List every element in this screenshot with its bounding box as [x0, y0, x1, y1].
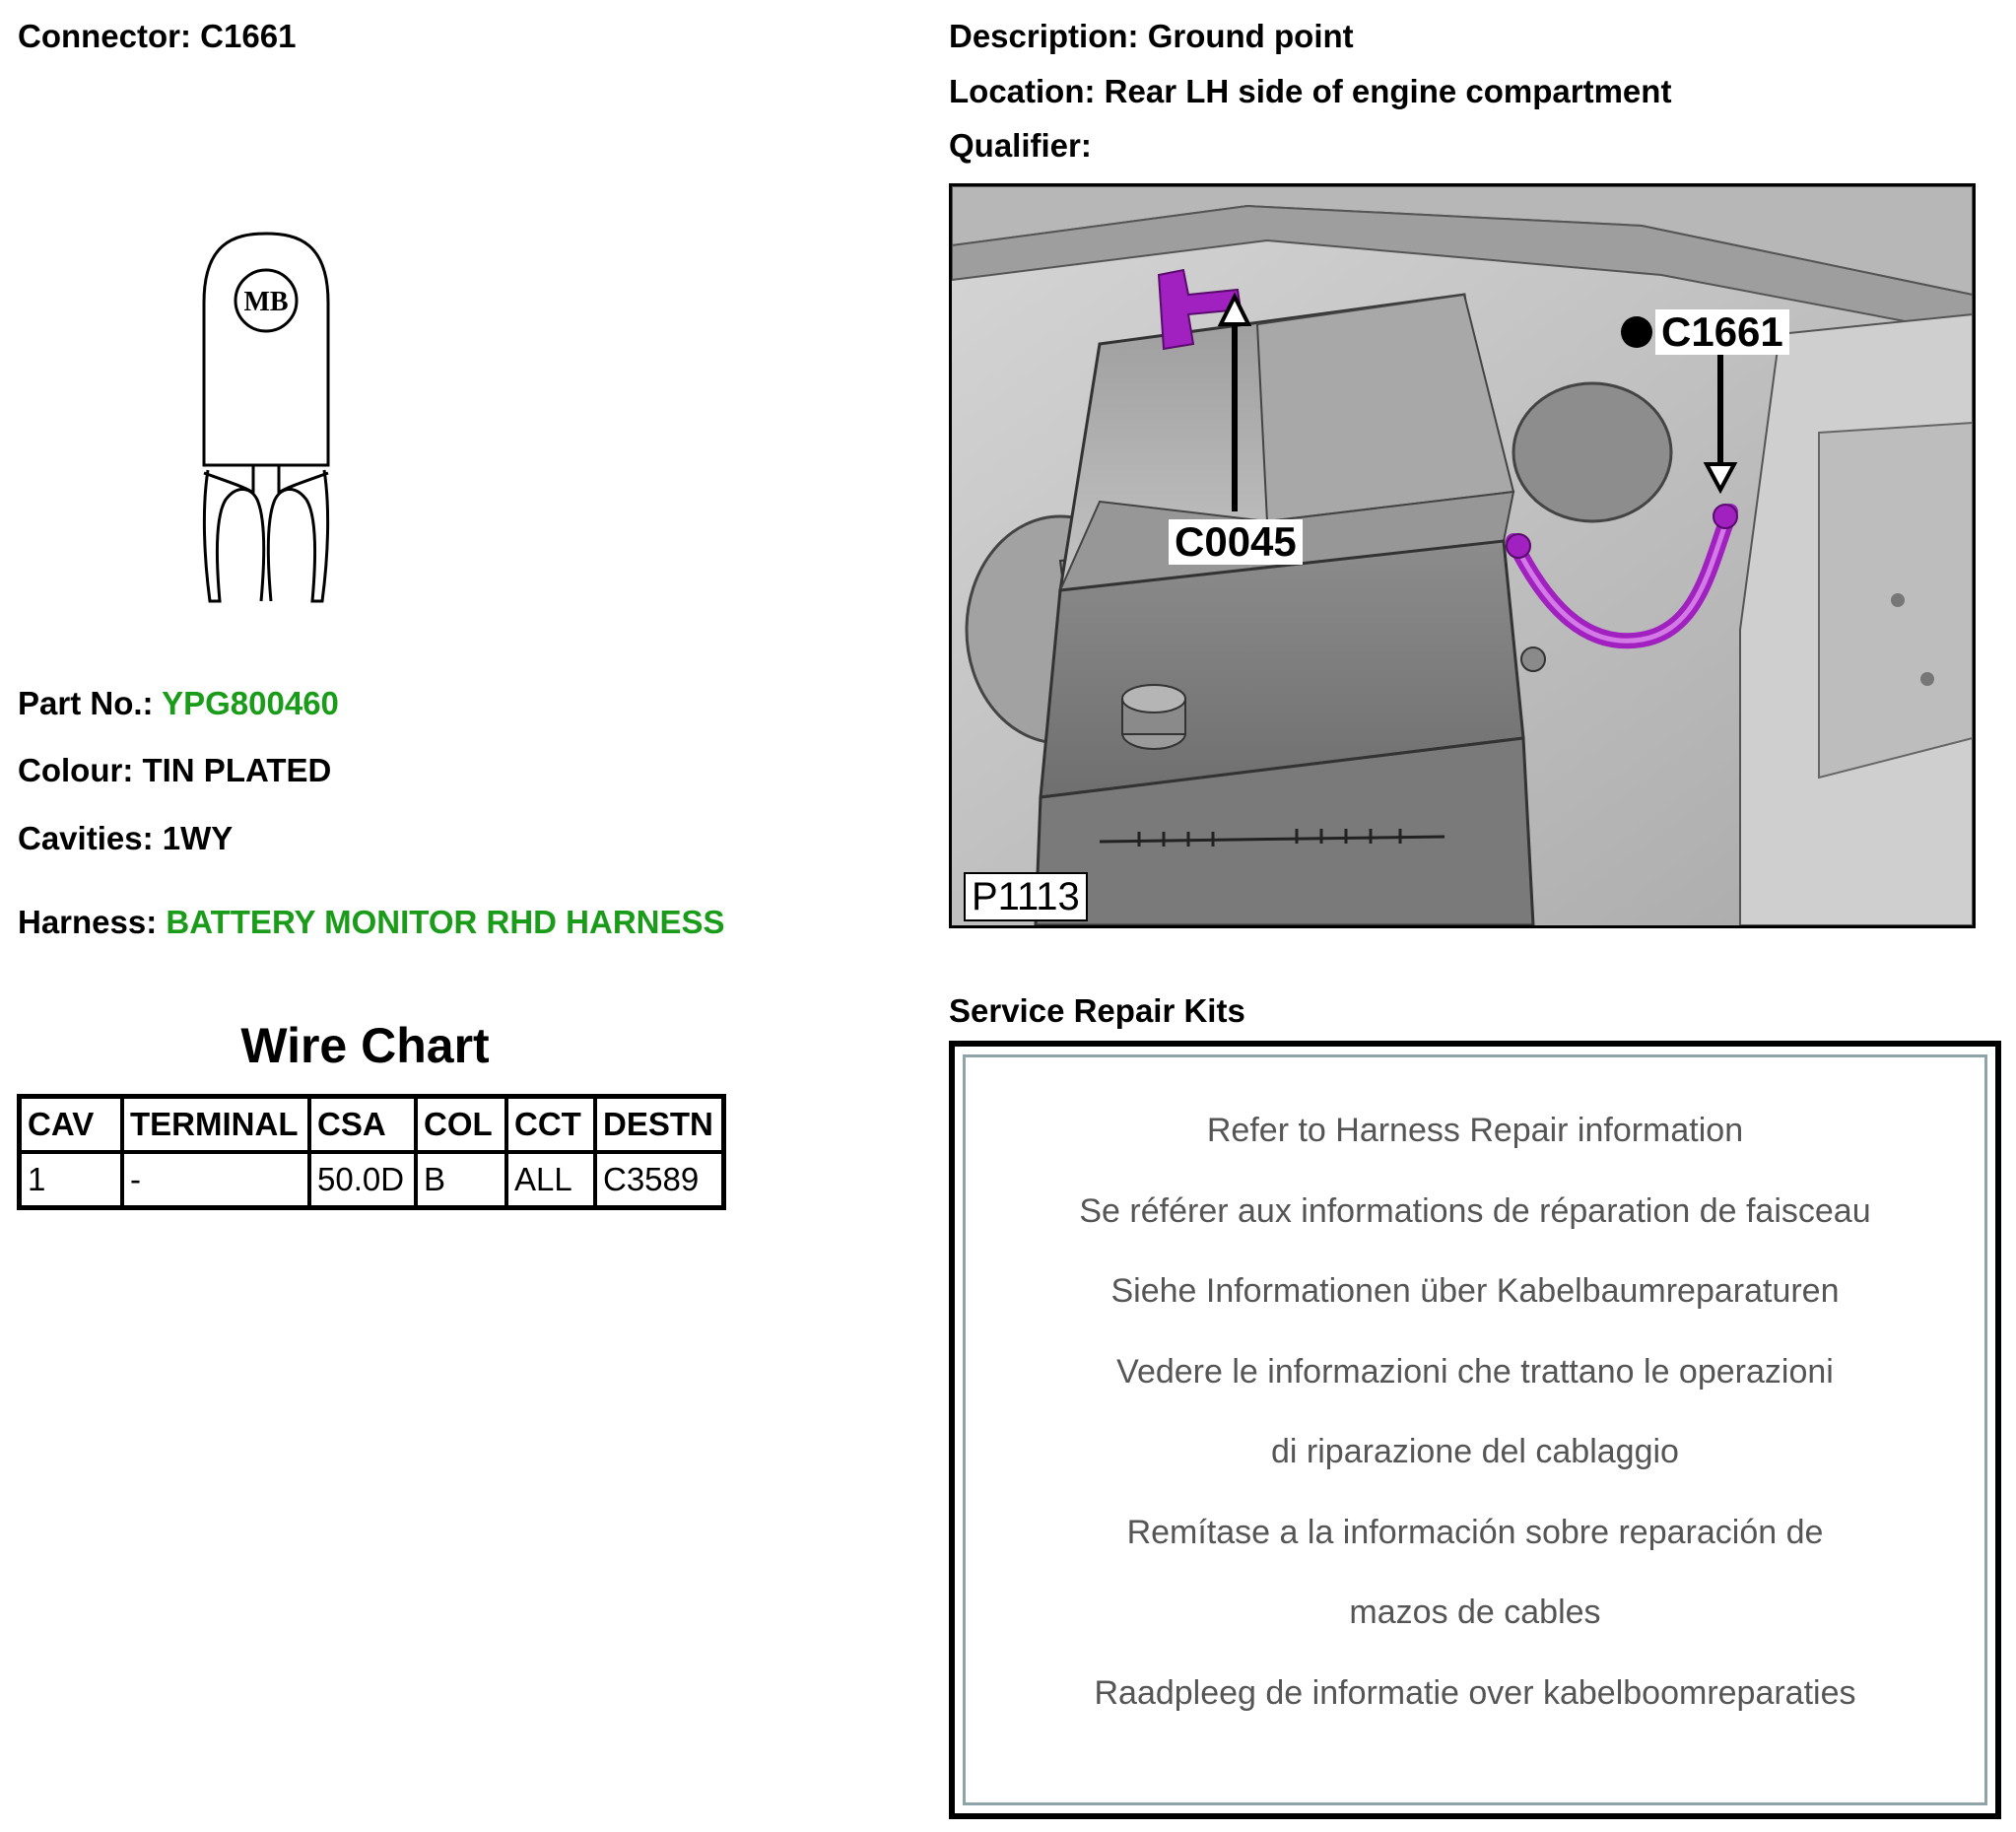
harness-link[interactable]: BATTERY MONITOR RHD HARNESS — [166, 904, 725, 940]
cavities-value: 1WY — [162, 820, 234, 856]
cavities-label: Cavities: — [18, 820, 154, 856]
connector-marking: MB — [243, 287, 289, 317]
part-no-label: Part No.: — [18, 685, 154, 721]
colour-value: TIN PLATED — [142, 752, 332, 788]
callout-c1661: C1661 — [1655, 309, 1789, 355]
service-repair-kits-panel — [963, 1054, 1987, 1805]
service-repair-kits-text — [966, 1111, 1984, 1753]
service-repair-kits-box — [949, 1041, 2001, 1819]
colour-line — [18, 751, 331, 790]
callout-c0045: C0045 — [1169, 519, 1303, 565]
location-line — [949, 72, 1671, 111]
kit-line: mazos de cables — [1349, 1594, 1601, 1631]
table-row — [20, 1152, 724, 1208]
kit-line: Vedere le informazioni che trattano le operazioni — [1116, 1352, 1834, 1391]
wire-chart-table — [17, 1094, 726, 1210]
qualifier-line — [949, 126, 1092, 166]
qualifier-label: Qualifier: — [949, 127, 1092, 164]
cell-cav: 1 — [20, 1152, 123, 1208]
harness-label: Harness: — [18, 904, 158, 940]
connector-line — [18, 17, 296, 56]
wire-chart-header-row — [20, 1097, 724, 1153]
colour-label: Colour: — [18, 752, 134, 788]
header-csa: CSA — [309, 1097, 416, 1153]
kit-line: Siehe Informationen über Kabelbaumreparaturen — [1110, 1272, 1840, 1310]
location-label: Location: — [949, 73, 1096, 109]
ring-terminal-icon — [192, 232, 340, 606]
header-terminal: TERMINAL — [122, 1097, 309, 1153]
kit-line: Raadpleeg de informatie over kabelboomreparaties — [1094, 1673, 1856, 1712]
part-no-line — [18, 684, 339, 723]
description-line — [949, 17, 1354, 56]
service-repair-kits-title: Service Repair Kits — [949, 992, 1245, 1029]
kit-line: di riparazione del cablaggio — [1271, 1433, 1679, 1470]
harness-line — [18, 903, 725, 942]
cell-col: B — [416, 1152, 506, 1208]
connector-drawing — [192, 232, 340, 606]
cell-csa: 50.0D — [309, 1152, 416, 1208]
description-label: Description: — [949, 18, 1139, 54]
engine-compartment-illustration — [952, 186, 1973, 925]
header-cav: CAV — [20, 1097, 123, 1153]
description-value: Ground point — [1147, 18, 1354, 54]
location-photo — [949, 183, 1976, 928]
cell-cct: ALL — [506, 1152, 595, 1208]
header-destn: DESTN — [595, 1097, 724, 1153]
kit-line: Se référer aux informations de réparation de faisceau — [1079, 1191, 1871, 1230]
photo-reference: P1113 — [964, 872, 1088, 921]
cavities-line — [18, 819, 233, 858]
header-cct: CCT — [506, 1097, 595, 1153]
cell-destn[interactable]: C3589 — [595, 1152, 724, 1208]
location-value: Rear LH side of engine compartment — [1104, 73, 1672, 109]
kit-line: Refer to Harness Repair information — [1206, 1112, 1744, 1149]
part-no-link[interactable]: YPG800460 — [162, 685, 339, 721]
ground-point-bullet-icon — [1621, 316, 1652, 348]
connector-label: Connector: — [18, 18, 191, 54]
kit-line: Remítase a la información sobre reparación de — [1126, 1513, 1824, 1551]
wire-chart-title: Wire Chart — [240, 1018, 490, 1073]
connector-value: C1661 — [200, 18, 297, 54]
header-col: COL — [416, 1097, 506, 1153]
cell-terminal: - — [122, 1152, 309, 1208]
